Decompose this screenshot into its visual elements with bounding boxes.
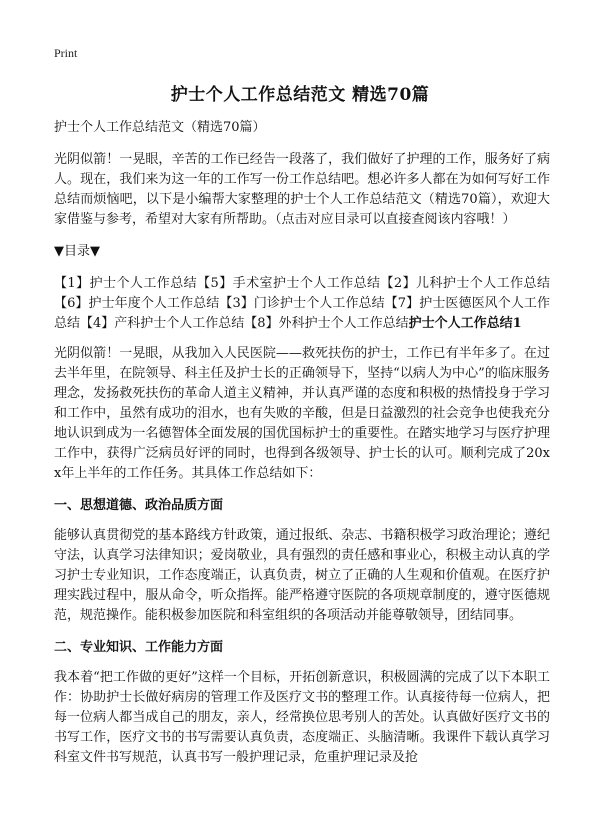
section-heading-expertise: 二、专业知识、工作能力方面 <box>54 640 224 655</box>
print-link[interactable]: Print <box>54 46 78 60</box>
toc-link-3[interactable]: 【3】门诊护士个人工作总结 <box>219 296 385 311</box>
toc-heading: ▼目录▼ <box>54 244 100 259</box>
toc-link-5[interactable]: 【5】手术室护士个人工作总结 <box>197 276 381 291</box>
section-heading-ideology: 一、思想道德、政治品质方面 <box>54 498 224 513</box>
section-heading-1: 护士个人工作总结1 <box>408 316 522 331</box>
toc-link-1[interactable]: 【1】护士个人工作总结 <box>54 276 198 291</box>
toc-link-7[interactable]: 【7】护士医德医风个人工作总结 <box>54 296 550 331</box>
intro-paragraph: 光阴似箭！一晃眼，辛苦的工作已经告一段落了，我们做好了护理的工作，服务好了病人。现在，我们来为这一年的工作写一份工作总结吧。想必许多人都在为如何写好工作总结而烦恼吧，以下是小编帮大家整理的护士个人工作总结范文（精选70篇），欢迎大家借鉴与参考，希望对大家有所帮助。（点击对应目录可以直接查阅该内容哦！） <box>54 152 550 227</box>
toc-list <box>54 274 550 334</box>
section-text-ideology: 能够认真贯彻党的基本路线方针政策，通过报纸、杂志、书籍积极学习政治理论；遵纪守法，认真学习法律知识；爱岗敬业，具有强烈的责任感和事业心，积极主动认真的学习护士专业知识，工作态度端正，认真负责，树立了正确的人生观和价值观。在医疗护理实践过程中，服从命令，听众指挥。能严格遵守医院的各项规章制度的，遵守医德规范，规范操作。能积极参加医院和科室组织的各项活动并能尊敬领导，团结同事。 <box>54 528 550 623</box>
toc-link-8[interactable]: 【8】外科护士个人工作总结 <box>244 316 409 331</box>
toc-link-2[interactable]: 【2】儿科护士个人工作总结 <box>380 276 550 291</box>
toc-link-6[interactable]: 【6】护士年度个人工作总结 <box>54 296 220 311</box>
article-body <box>54 118 550 780</box>
toc-link-4[interactable]: 【4】产科护士个人工作总结 <box>80 316 245 331</box>
section-text-expertise: 我本着“把工作做的更好”这样一个目标，开拓创新意识，积极圆满的完成了以下本职工作：协助护士长做好病房的管理工作及医疗文书的整理工作。认真接待每一位病人，把每一位病人都当成自己的朋友，亲人，经常换位思考别人的苦处。认真做好医疗文书的书写工作，医疗文书的书写需要认真负责，态度端正、头脑清晰。我课件下载认真学习科室文件书写规范，认真书写一般护理记录，危重护理记录及抢 <box>54 670 550 765</box>
article-subtitle: 护士个人工作总结范文（精选70篇） <box>54 120 266 135</box>
page-title: 护士个人工作总结范文 精选70篇 <box>170 85 430 105</box>
body-paragraph-1: 光阴似箭！一晃眼，从我加入人民医院——救死扶伤的护士，工作已有半年多了。在过去半年里，在院领导、科主任及护士长的正确领导下，坚持“以病人为中心”的临床服务理念，发扬救死扶伤的革命人道主义精神，并认真严谨的态度和积极的热情投身于学习和工作中，虽然有成功的泪水，也有失败的辛酸，但是日益激烈的社会竞争也使我充分地认识到成为一名德智体全面发展的国优国标护士的重要性。在踏实地学习与医疗护理工作中，获得广泛病员好评的同时，也得到各级领导、护士长的认可。顺利完成了20xx年上半年的工作任务。其具体工作总结如下： <box>54 346 550 481</box>
